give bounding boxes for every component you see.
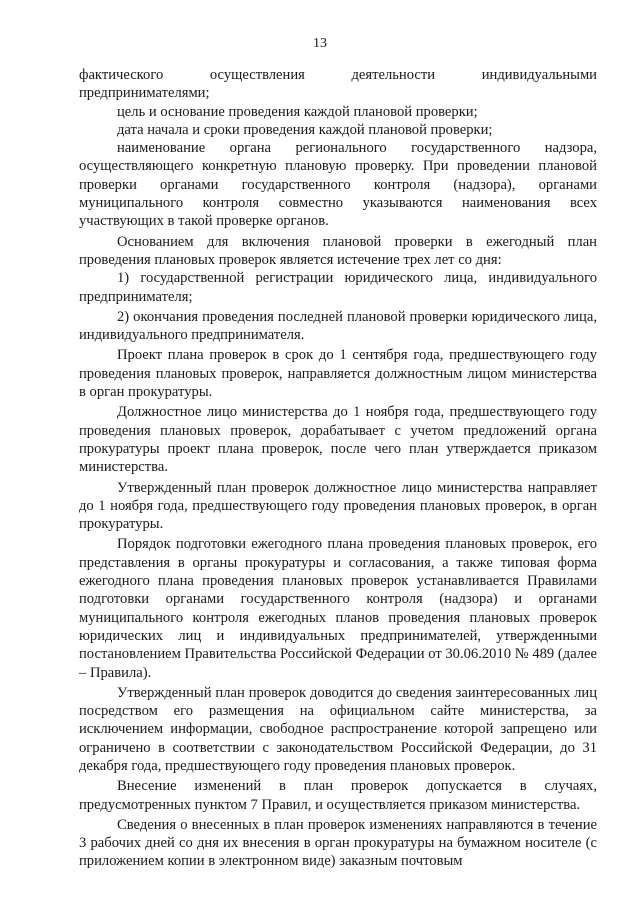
paragraph: Порядок подготовки ежегодного плана проведения плановых проверок, его представления в органы прокуратуры и согласования, а также типовая форма ежегодного плана проведения плановых проверок устанавливается Правилами подготовки органами государственного контроля (надзора) и органами муниципального контроля ежегодных планов проведения плановых проверок юридических лиц и индивидуальных предпринимателей, утвержденными постановлением Правительства Российской Федерации от 30.06.2010 № 489 (далее – Правила). bbox=[79, 536, 597, 681]
paragraph: Должностное лицо министерства до 1 ноября года, предшествующего году проведения плановых проверок, дорабатывает с учетом предложений органа прокуратуры проект плана проверок, после чего план утверждается приказом министерства. bbox=[79, 404, 597, 476]
paragraph: Внесение изменений в план проверок допускается в случаях, предусмотренных пунктом 7 Правил, и осуществляется приказом министерства. bbox=[79, 778, 597, 813]
paragraph: цель и основание проведения каждой плановой проверки; bbox=[117, 103, 478, 120]
paragraph: Сведения о внесенных в план проверок изменениях направляются в течение 3 рабочих дней со дня их внесения в орган прокуратуры на бумажном носителе (с приложением копии в электронном виде) заказным почтовым bbox=[79, 816, 597, 870]
page-number: 13 bbox=[313, 36, 327, 51]
paragraph: 2) окончания проведения последней плановой проверки юридического лица, индивидуального предпринимателя. bbox=[79, 308, 597, 344]
paragraph: 1) государственной регистрации юридического лица, индивидуального предпринимателя; bbox=[79, 270, 597, 305]
paragraph: Проект плана проверок в срок до 1 сентября года, предшествующего году проведения плановых проверок, направляется должностным лицом министерства в орган прокуратуры. bbox=[79, 347, 597, 401]
paragraph: наименование органа регионального государственного надзора, осуществляющего конкретную плановую проверку. При проведении плановой проверки органами государственного контроля (надзора), органами муниципального контроля совместно указываются наименования всех участвующих в такой проверке органов. bbox=[79, 140, 597, 230]
paragraph: фактического осуществления деятельности индивидуальными предпринимателями; bbox=[79, 67, 597, 102]
paragraph: Основанием для включения плановой проверки в ежегодный план проведения плановых проверок является истечение трех лет со дня: bbox=[79, 233, 597, 268]
paragraph: Утвержденный план проверок должностное лицо министерства направляет до 1 ноября года, предшествующего году проведения плановых проверок, в орган прокуратуры. bbox=[79, 479, 597, 533]
paragraph: дата начала и сроки проведения каждой плановой проверки; bbox=[117, 121, 493, 138]
document-body bbox=[79, 66, 597, 871]
paragraph: Утвержденный план проверок доводится до сведения заинтересованных лиц посредством его размещения на официальном сайте министерства, за исключением информации, свободное распространение которой запрещено или ограничено в соответствии с законодательством Российской Федерации, до 31 декабря года, предшествующего году проведения плановых проверок. bbox=[79, 684, 597, 774]
